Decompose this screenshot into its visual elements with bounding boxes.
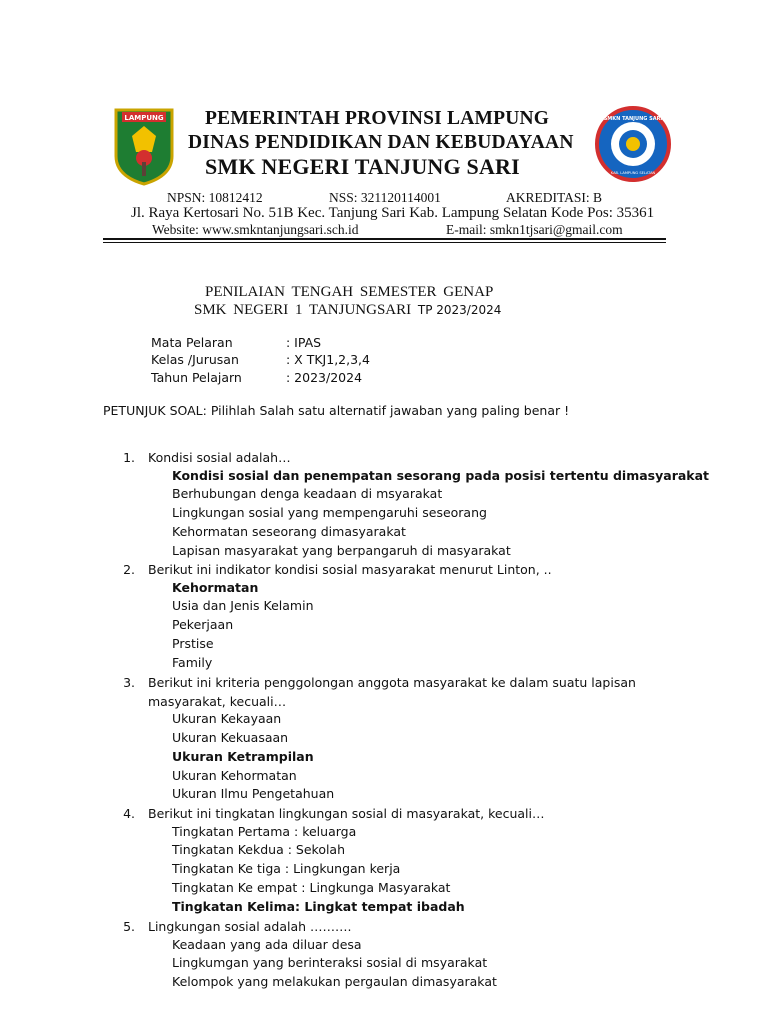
svg-text:SMKN TANJUNG SARI: SMKN TANJUNG SARI — [603, 116, 663, 122]
question-text: Berikut ini kriteria penggolongan anggota masyarakat ke dalam suatu lapisan masyarakat, kecuali… — [148, 675, 636, 709]
answer-option[interactable]: Pekerjaan — [172, 617, 234, 633]
answer-option[interactable]: Usia dan Jenis Kelamin — [172, 598, 314, 614]
answer-option[interactable]: Ukuran Kehormatan — [172, 767, 297, 783]
answer-option[interactable]: Keadaan yang ada diluar desa — [172, 936, 362, 952]
meta-label: Kelas /Jurusan — [151, 352, 239, 367]
answer-option[interactable]: Tingkatan Kelima: Lingkat tempat ibadah — [172, 898, 465, 914]
exam-subtitle — [194, 302, 501, 319]
meta-label: Mata Pelaran — [151, 335, 233, 350]
svg-text:KAB. LAMPUNG SELATAN: KAB. LAMPUNG SELATAN — [610, 171, 656, 175]
answer-option[interactable]: Prstise — [172, 635, 214, 651]
answer-option[interactable]: Tingkatan Pertama : keluarga — [172, 823, 357, 839]
answer-option[interactable]: Lingkungan sosial yang mempengaruhi seseorang — [172, 505, 487, 521]
website-text: Website: www.smkntanjungsari.sch.id — [152, 222, 359, 237]
question-text: Kondisi sosial adalah… — [148, 450, 291, 465]
question-number: 3. — [123, 675, 135, 690]
meta-value: : IPAS — [286, 335, 322, 350]
question-text: Berikut ini indikator kondisi sosial masyarakat menurut Linton, .. — [148, 562, 552, 577]
question-number: 4. — [123, 806, 135, 821]
answer-option[interactable]: Tingkatan Ke tiga : Lingkungan kerja — [172, 861, 401, 877]
question-text: Lingkungan sosial adalah ………. — [148, 919, 352, 934]
akreditasi-text: AKREDITASI: B — [506, 190, 603, 205]
exam-school: SMK NEGERI 1 TANJUNGSARI — [194, 302, 412, 318]
answer-option[interactable]: Ukuran Kekuasaan — [172, 730, 289, 746]
answer-option[interactable]: Family — [172, 654, 213, 670]
answer-option[interactable]: Ukuran Ketrampilan — [172, 748, 314, 764]
meta-value: : X TKJ1,2,3,4 — [286, 352, 370, 367]
exam-year: TP 2023/2024 — [417, 303, 502, 317]
header-divider — [103, 238, 666, 240]
header-divider-thin — [103, 242, 666, 243]
meta-value: : 2023/2024 — [286, 370, 363, 385]
answer-option[interactable]: Berhubungan denga keadaan di msyarakat — [172, 486, 443, 502]
answer-option[interactable]: Tingkatan Ke empat : Lingkunga Masyarakat — [172, 879, 451, 895]
svg-text:LAMPUNG: LAMPUNG — [124, 114, 164, 122]
answer-option[interactable]: Ukuran Kekayaan — [172, 711, 282, 727]
question-number: 1. — [123, 450, 135, 465]
answer-option[interactable]: Kondisi sosial dan penempatan sesorang pada posisi tertentu dimasyarakat — [172, 467, 710, 483]
nss-text: NSS: 321120114001 — [329, 190, 441, 205]
question-text: Berikut ini tingkatan lingkungan sosial di masyarakat, kecuali… — [148, 806, 545, 821]
answer-option[interactable]: Kehormatan seseorang dimasyarakat — [172, 523, 406, 539]
answer-option[interactable]: Kehormatan — [172, 579, 259, 595]
exam-title: PENILAIAN TENGAH SEMESTER GENAP — [205, 284, 494, 300]
npsn-text: NPSN: 10812412 — [167, 190, 263, 205]
gov-title: PEMERINTAH PROVINSI LAMPUNG — [205, 108, 550, 129]
email-text: E-mail: smkn1tjsari@gmail.com — [446, 222, 623, 237]
answer-option[interactable]: Lapisan masyarakat yang berpangaruh di masyarakat — [172, 542, 511, 558]
answer-option[interactable]: Lingkumgan yang berinteraksi sosial di msyarakat — [172, 955, 488, 971]
answer-option[interactable]: Tingkatan Kekdua : Sekolah — [172, 842, 346, 858]
meta-label: Tahun Pelajarn — [151, 370, 242, 385]
school-title: SMK NEGERI TANJUNG SARI — [205, 154, 520, 179]
question-number: 5. — [123, 919, 135, 934]
answer-option[interactable]: Kelompok yang melakukan pergaulan dimasyarakat — [172, 974, 497, 990]
instruction-text: PETUNJUK SOAL: Pilihlah Salah satu alternatif jawaban yang paling benar ! — [103, 403, 570, 418]
lampung-emblem-logo — [112, 106, 176, 186]
dept-title: DINAS PENDIDIKAN DAN KEBUDAYAAN — [188, 132, 574, 153]
address-text: Jl. Raya Kertosari No. 51B Kec. Tanjung Sari Kab. Lampung Selatan Kode Pos: 35361 — [131, 205, 655, 221]
question-number: 2. — [123, 562, 135, 577]
answer-option[interactable]: Ukuran Ilmu Pengetahuan — [172, 786, 335, 802]
